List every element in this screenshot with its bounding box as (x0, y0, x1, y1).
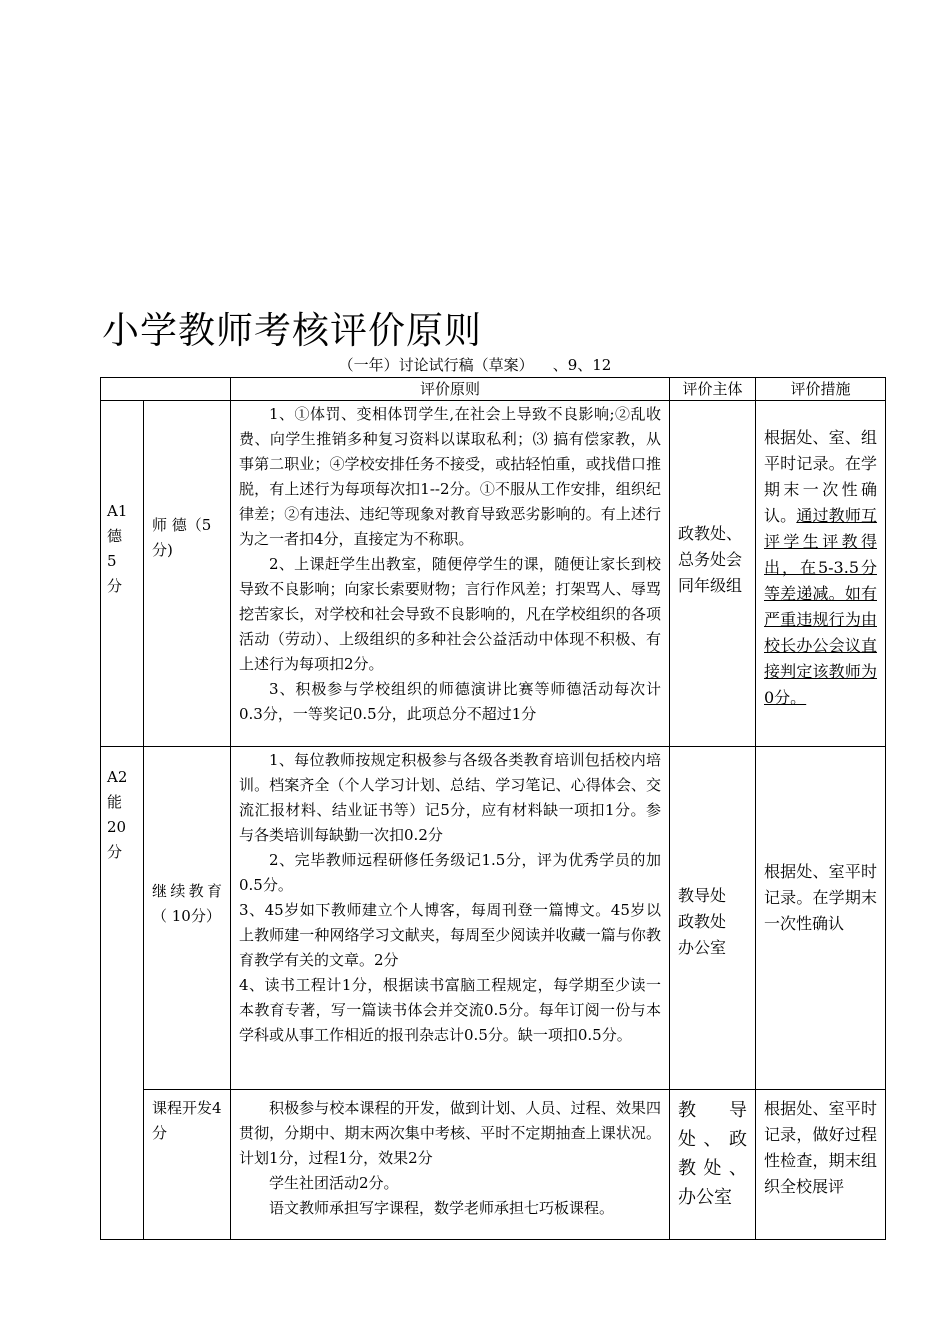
table-header-row (101, 378, 886, 401)
subject-line: 政教处 (678, 912, 727, 931)
principles-continuing-education (231, 747, 670, 1090)
header-blank-cell (101, 378, 231, 401)
table-row-a2 (101, 747, 886, 1090)
subject-line: 同年级组 (678, 576, 743, 595)
item-ethics: 师 德（5分) (144, 401, 231, 747)
measure-plain-text: 根据处、室、组平时记录。在学期末一次性确认。 (764, 428, 877, 525)
category-a1-line: 德 (107, 527, 123, 545)
subject-continuing-education (670, 747, 756, 1090)
item-course-development: 课程开发4分 (144, 1090, 231, 1240)
principle-paragraph: 2、上课赶学生出教室，随便停学生的课，随便让家长到校导致不良影响；向家长索要财物；言行作风差；打架骂人、辱骂挖苦家长，对学校和社会导致不良影响的，凡在学校组织的各项活动（劳动）、上级组织的多种社会公益活动中体现不积极、有上述行为每项扣2分。 (239, 555, 661, 673)
measure-course-development: 根据处、室平时记录，做好过程性检查，期末组织全校展评 (756, 1090, 886, 1240)
principle-paragraph: 2、完毕教师远程研修任务级记1.5分，评为优秀学员的加0.5分。 (239, 851, 661, 894)
principle-paragraph: 学生社团活动2分。 (269, 1174, 399, 1192)
subject-line: 政教处、 (678, 524, 743, 543)
subject-ethics (670, 401, 756, 747)
category-a1-line: A1 (107, 502, 128, 520)
category-a2-line: 20 (107, 818, 127, 836)
evaluation-table (100, 377, 886, 1240)
category-a1 (101, 401, 144, 747)
principles-ethics (231, 401, 670, 747)
document-subtitle: （一年）讨论试行稿（草案） 、9、12 (338, 356, 612, 374)
principle-paragraph: 3、积极参与学校组织的师德演讲比赛等师德活动每次计0.3分，一等奖记0.5分，此项总分不超过1分 (239, 680, 661, 723)
category-a2 (101, 747, 144, 1240)
category-a2-line: 分 (107, 843, 123, 861)
principle-paragraph: 3、45岁如下教师建立个人博客，每周刊登一篇博文。45岁以上教师建一种网络学习文献夹，每周至少阅读并收藏一篇与你教育教学有关的文章。2分 (239, 901, 661, 969)
document-title: 小学教师考核评价原则 (102, 309, 482, 352)
category-a1-line: 5 (107, 552, 117, 570)
header-principle: 评价原则 (231, 378, 670, 401)
subject-line: 教导处 (678, 886, 727, 905)
measure-ethics (756, 401, 886, 747)
table-row-course (101, 1090, 886, 1240)
principle-paragraph: 1、每位教师按规定积极参与各级各类教育培训包括校内培训。档案齐全（个人学习计划、总结、学习笔记、心得体会、交流汇报材料、结业证书等）记5分，应有材料缺一项扣1分。参与各类培训每缺勤一次扣0.2分 (239, 751, 661, 844)
principle-paragraph: 语文教师承担写字课程，数学老师承担七巧板课程。 (269, 1199, 615, 1217)
category-a1-line: 分 (107, 577, 123, 595)
category-a2-line: A2 (107, 768, 128, 786)
subject-line: 总务处会 (678, 550, 743, 569)
category-a2-line: 能 (107, 793, 123, 811)
subject-course-development: 教导处、政教处、办公室 (670, 1090, 756, 1240)
principle-paragraph: 4、读书工程计1分，根据读书富脑工程规定，每学期至少读一本教育专著，写一篇读书体会并交流0.5分。每年订阅一份与本学科或从事工作相近的报刊杂志计0.5分。缺一项扣0.5分。 (239, 976, 661, 1044)
measure-continuing-education: 根据处、室平时记录。在学期末一次性确认 (756, 747, 886, 1090)
item-continuing-education: 继续教育（ 10分） (144, 747, 231, 1090)
principle-paragraph: 积极参与校本课程的开发，做到计划、人员、过程、效果四贯彻，分期中、期末两次集中考核、平时不定期抽查上课状况。计划1分，过程1分，效果2分 (239, 1099, 661, 1167)
measure-underlined-text: 通过教师互评学生评教得出，在5-3.5分等差递减。如有严重违规行为由校长办公会议直接判定该教师为0分。 (764, 506, 877, 707)
table-row-a1 (101, 401, 886, 747)
subject-line: 办公室 (678, 938, 727, 957)
header-measure: 评价措施 (756, 378, 886, 401)
principles-course-development (231, 1090, 670, 1240)
principle-paragraph: 1、①体罚、变相体罚学生,在社会上导致不良影响;②乱收费、向学生推销多种复习资料以谋取私利；⑶ 搞有偿家教，从事第二职业；④学校安排任务不接受，或拈轻怕重，或找借口推脱，有上述行为每项每次扣1--2分。①不服从工作安排，组织纪律差；②有违法、违纪等现象对教育导致恶劣影响的。有上述行为之一者扣4分，直接定为不称职。 (239, 405, 661, 548)
header-subject: 评价主体 (670, 378, 756, 401)
